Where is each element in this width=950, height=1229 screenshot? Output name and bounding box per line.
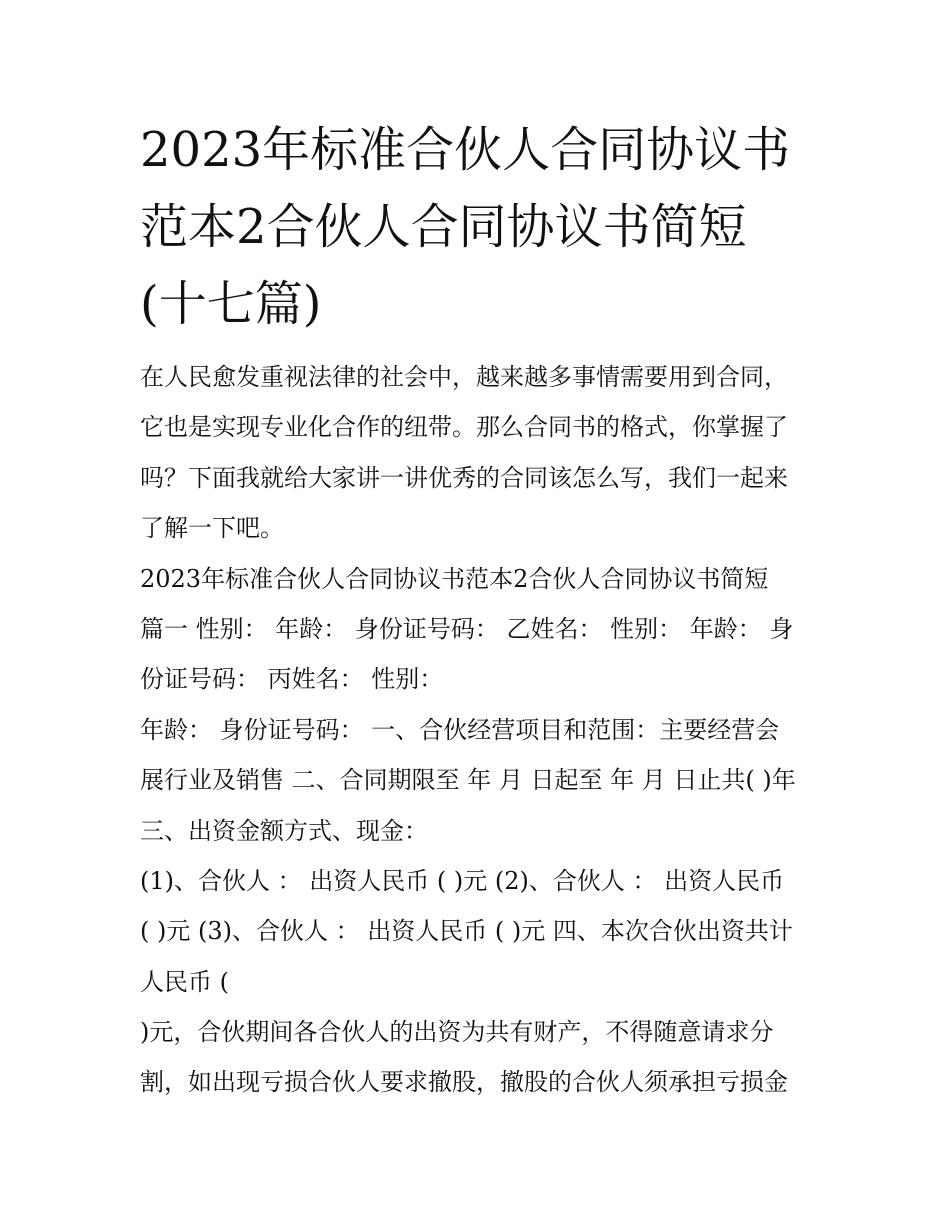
body-line: 吗？下面我就给大家讲一讲优秀的合同该怎么写，我们一起来 [140,463,788,492]
body-line: )元，合伙期间各合伙人的出资为共有财产，不得随意请求分 [140,1018,774,1047]
body-line: 三、出资金额方式、现金： [140,816,428,845]
document-body [140,352,820,1108]
title-line-3: (十七篇) [140,276,322,332]
document-title [140,112,820,343]
body-line: 人民币 ( [140,967,229,996]
body-line: 年龄： 身份证号码： 一、合伙经营项目和范围：主要经营会 [140,715,780,744]
body-line: 了解一下吧。 [140,514,284,543]
body-line: 在人民愈发重视法律的社会中，越来越多事情需要用到合同， [140,363,788,391]
body-line: 展行业及销售 二、合同期限至 年 月 日起至 年 月 日止共( )年 [140,766,796,795]
title-line-1: 2023年标准合伙人合同协议书 [140,122,791,178]
body-line: 篇一 性别： 年龄： 身份证号码： 乙姓名： 性别： 年龄： 身 [140,614,794,643]
body-line: 2023年标准合伙人合同协议书范本2合伙人合同协议书简短 [140,564,769,593]
body-line: 份证号码： 丙姓名： 性别： [140,665,444,694]
body-line: (1)、合伙人 ： 出资人民币 ( )元 (2)、合伙人 ： 出资人民币 [140,866,785,895]
body-line: ( )元 (3)、合伙人 ： 出资人民币 ( )元 四、本次合伙出资共计 [140,917,793,946]
body-line: 它也是实现专业化合作的纽带。那么合同书的格式，你掌握了 [140,413,788,442]
body-line: 割，如出现亏损合伙人要求撤股，撤股的合伙人须承担亏损金 [140,1068,788,1097]
title-line-2: 范本2合伙人合同协议书简短 [140,199,747,255]
